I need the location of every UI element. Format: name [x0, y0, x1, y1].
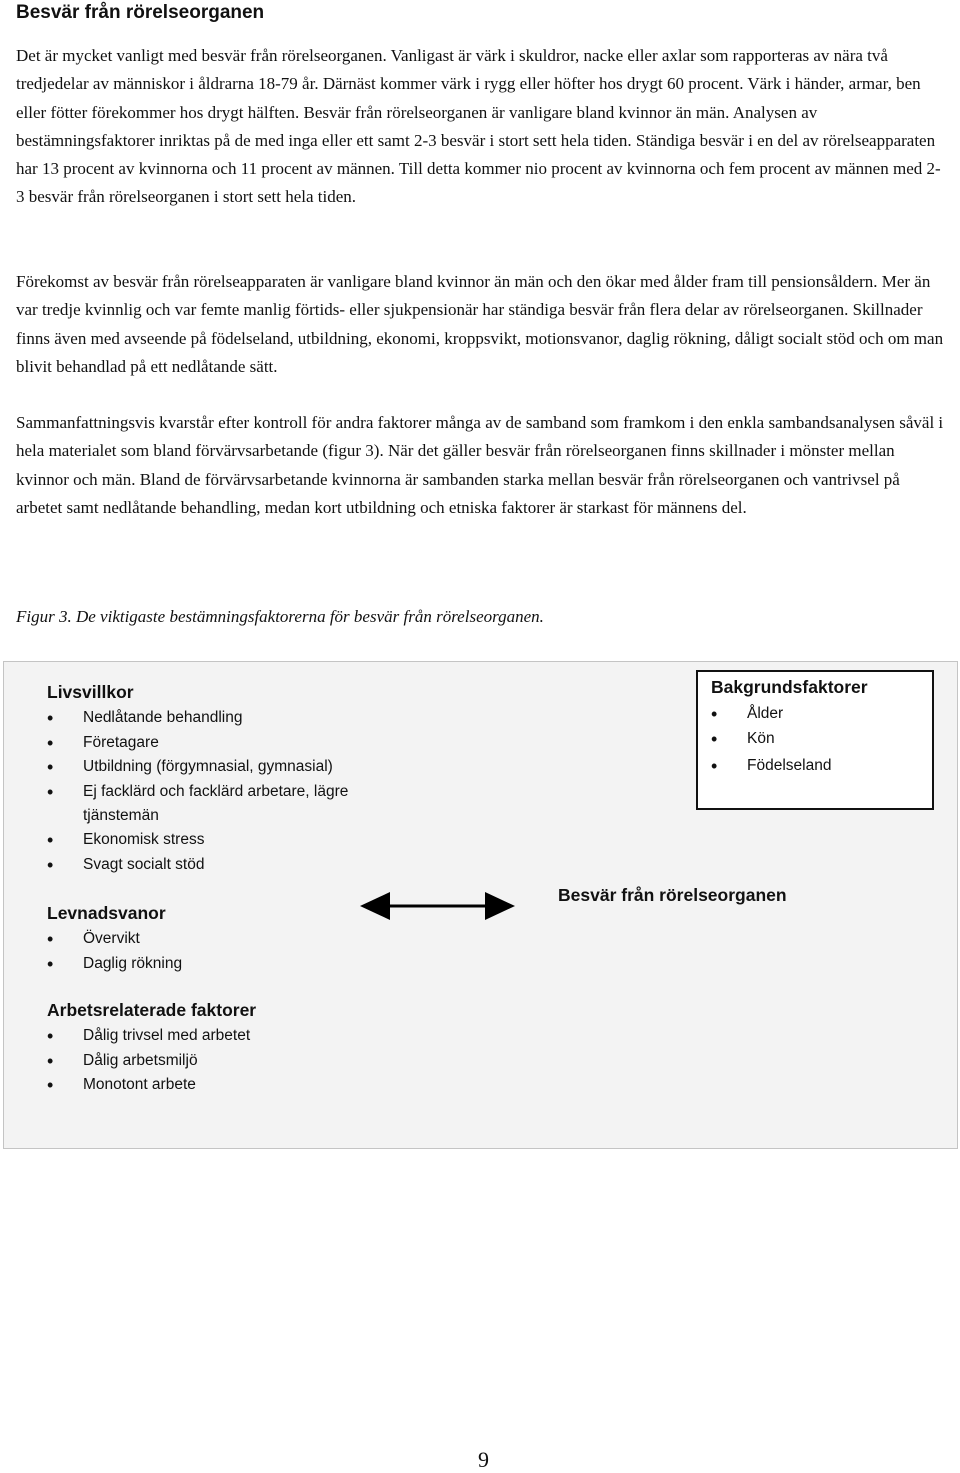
page-number: 9: [478, 1447, 489, 1472]
list-item: • Ej facklärd och facklärd arbetare, lägre tjänstemän: [47, 780, 383, 828]
paragraph-3: Sammanfattningsvis kvarstår efter kontroll för andra faktorer många av de samband som framkom i den enkla sambandsanalysen såväl i hela materialet som bland förvärvsarbetande (figur 3). När det gäller besvär från rörelseorganen finns skillnader i mönster mellan kvinnor och män. Bland de förvärvsarbetande kvinnorna är sambanden starka mellan besvär från rörelseorganen och vantrivsel på arbetet samt nedlåtande behandling, medan kort utbildning och etniska faktorer är starkast för männens del.: [16, 413, 944, 517]
livsvillkor-title: Livsvillkor: [47, 682, 134, 702]
list-item: • Ålder: [711, 702, 921, 727]
levnadsvanor-list: [47, 927, 427, 976]
list-item: • Svagt socialt stöd: [47, 853, 427, 878]
livsvillkor-list: [47, 706, 427, 878]
levnadsvanor-title: Levnadsvanor: [47, 903, 166, 923]
list-item: • Nedlåtande behandling: [47, 706, 427, 731]
list-item: • Dålig arbetsmiljö: [47, 1049, 427, 1074]
paragraph-1: Det är mycket vanligt med besvär från rörelseorganen. Vanligast är värk i skuldror, nacke eller axlar som rapporteras av nära två tredjedelar av människor i åldrarna 18-79 år. Därnäst kommer värk i rygg eller höfter hos drygt 60 procent. Värk i händer, armar, ben eller fötter förekommer hos drygt hälften. Besvär från rörelseorganen är vanligare bland kvinnor än män. Analysen av bestämningsfaktorer inriktas på de med inga eller ett samt 2-3 besvär i stort sett hela tiden. Ständiga besvär i en del av rörelseapparaten har 13 procent av kvinnorna och 11 procent av männen. Till detta kommer nio procent av kvinnorna och fem procent av männen med 2-3 besvär från rörelseorganen i stort sett hela tiden.: [16, 46, 941, 207]
bakgrundsfaktorer-title: Bakgrundsfaktorer: [711, 677, 868, 697]
double-arrow-icon: [360, 889, 515, 923]
list-item: • Ekonomisk stress: [47, 828, 427, 853]
page-heading: Besvär från rörelseorganen: [16, 2, 265, 23]
figure-caption: Figur 3. De viktigaste bestämningsfaktorerna för besvär från rörelseorganen.: [16, 607, 544, 626]
list-item: • Företagare: [47, 731, 427, 756]
list-item: • Kön: [711, 727, 921, 752]
list-item: • Daglig rökning: [47, 952, 427, 977]
paragraph-2: Förekomst av besvär från rörelseapparaten är vanligare bland kvinnor än män och den ökar med ålder fram till pensionsåldern. Mer än var tredje kvinnlig och var femte manlig förtids- eller sjukpensionär har ständiga besvär från flera delar av rörelseorganen. Skillnader finns även med avseende på födelseland, utbildning, ekonomi, kroppsvikt, motionsvanor, daglig rökning, dåligt socialt stöd och om man blivit behandlad på ett nedlåtande sätt.: [16, 272, 944, 376]
list-item: • Dålig trivsel med arbetet: [47, 1024, 427, 1049]
list-item: • Utbildning (förgymnasial, gymnasial): [47, 755, 427, 780]
arbetsrelaterade-list: [47, 1024, 427, 1098]
bakgrundsfaktorer-list: [711, 702, 921, 779]
list-item: • Födelseland: [711, 754, 921, 779]
center-label: Besvär från rörelseorganen: [558, 885, 787, 905]
list-item: • Monotont arbete: [47, 1073, 427, 1098]
arbetsrelaterade-title: Arbetsrelaterade faktorer: [47, 1000, 257, 1020]
list-item: • Övervikt: [47, 927, 427, 952]
